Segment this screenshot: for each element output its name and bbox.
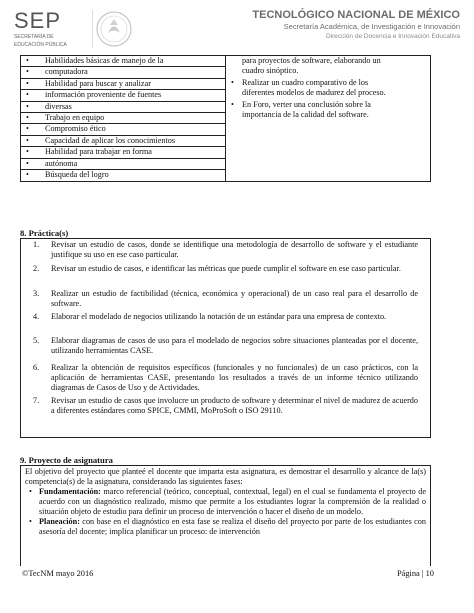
proyecto-body [25, 467, 426, 537]
competencias-table [20, 55, 431, 182]
practica-item: 2. Revisar un estudio de casos, e identificar las métricas que puede cumplir el software en ese caso particular. [33, 264, 401, 273]
practica-item: 4. Elaborar el modelado de negocios utilizando la notación de un estándar para una empresa de contexto. [33, 312, 387, 321]
sep-logo [14, 10, 80, 50]
bullet: • [29, 517, 32, 526]
competencia-row: • Habilidades básicas de manejo de la [21, 56, 225, 67]
institution-subsubtitle: Dirección de Docencia e Innovación Educativa [325, 33, 460, 40]
mexico-seal-icon [92, 8, 134, 50]
proyecto-bullet [25, 517, 426, 537]
competencia-row: • información proveniente de fuentes [21, 90, 225, 101]
competencia-row: • Compromiso ético [21, 124, 225, 135]
actividades-column [226, 56, 430, 122]
competencia-row: • computadora [21, 67, 225, 78]
proyecto-box [20, 465, 431, 566]
practica-item: 1. Revisar un estudio de casos, donde se identifique una metodología de desarrollo de software y el estudiante justifique su uso en ese caso particular. [33, 240, 418, 259]
competencia-row: • Trabajo en equipo [21, 113, 225, 124]
proyecto-bullet-text: con base en el diagnóstico en esta fase se realiza el diseño del proyecto por parte de los estudiantes con asesoría del docente; implica planificar un proceso: de intervención [39, 517, 426, 536]
competencias-column [21, 56, 225, 180]
sep-logo-sub-1: SECRETARÍA DE [14, 34, 54, 40]
competencia-row: • Capacidad de aplicar los conocimientos [21, 136, 225, 147]
practicas-box [20, 238, 431, 438]
proyecto-bullet-text: marco referencial (teórico, conceptual, contextual, legal) en el cual se fundamenta el proyecto de acuerdo con un diagnóstico realizado, mismo que permite a los estudiantes lograr la comprensión de la realidad o situación objeto de estudio para definir un proceso de intervención o hacer el diseño de un modelo. [39, 487, 426, 516]
competencia-row: • diversas [21, 102, 225, 113]
practica-item: 7. Revisar un estudio de casos que involucre un producto de software y determinar el nivel de madurez de acuerdo a diferentes estándares como SPICE, CMMI, MoProSoft o ISO 29110. [33, 396, 418, 415]
proyecto-heading: 9. Proyecto de asignatura [20, 455, 113, 465]
bullet: • [231, 100, 234, 109]
competencia-row: • autónoma [21, 159, 225, 170]
proyecto-intro: El objetivo del proyecto que planteé el docente que imparta esta asignatura, es demostrar el desarrollo y alcance de la(s) competencia(s) de la asignatura, considerando las siguientes fases: [25, 467, 426, 486]
institution-subtitle: Secretaría Académica, de Investigación e Innovación [283, 22, 460, 31]
sep-logo-text: SEP [14, 8, 62, 33]
practica-item: 5. Elaborar diagramas de casos de uso para el modelado de negocios sobre situaciones planteadas por el docente, utilizando herramientas CASE. [33, 336, 418, 355]
proyecto-bullet [25, 487, 426, 517]
proyecto-bullet-label: Fundamentación: [39, 487, 101, 496]
actividad-item: • En Foro, verter una conclusión sobre la importancia de la calidad del software. [231, 100, 371, 119]
bullet: • [29, 487, 32, 496]
institution-title: TECNOLÓGICO NACIONAL DE MÉXICO [252, 9, 460, 21]
competencia-row: • Habilidad para buscar y analizar [21, 79, 225, 90]
actividad-continuation: para proyectos de software, elaborando un cuadro sinóptico. [242, 56, 381, 75]
proyecto-bullet-label: Planeación: [39, 517, 80, 526]
footer-copyright: ©TecNM mayo 2016 [22, 569, 94, 578]
competencia-row: • Habilidad para trabajar en forma [21, 147, 225, 158]
footer-page-number: Página | 10 [396, 569, 434, 578]
practica-item: 6. Realizar la obtención de requisitos específicos (funcionales y no funcionales) de un caso prácticos, con la aplicación de herramientas CASE, presentando los resultados a través de un informe técnico utilizando diagramas de Casos de Uso y de Actividades. [33, 363, 418, 392]
practicas-heading: 8. Práctica(s) [20, 228, 69, 238]
practica-item: 3. Realizar un estudio de factibilidad (técnica, económica y operacional) de un caso real para el desarrollo de software. [33, 289, 418, 308]
bullet: • [231, 78, 234, 87]
institution-header [252, 9, 460, 41]
competencia-row: • Búsqueda del logro [26, 169, 109, 179]
sep-logo-sub-2: EDUCACIÓN PÚBLICA [14, 42, 67, 48]
actividad-item: • Realizar un cuadro comparativo de los diferentes modelos de madurez del proceso. [231, 78, 386, 97]
